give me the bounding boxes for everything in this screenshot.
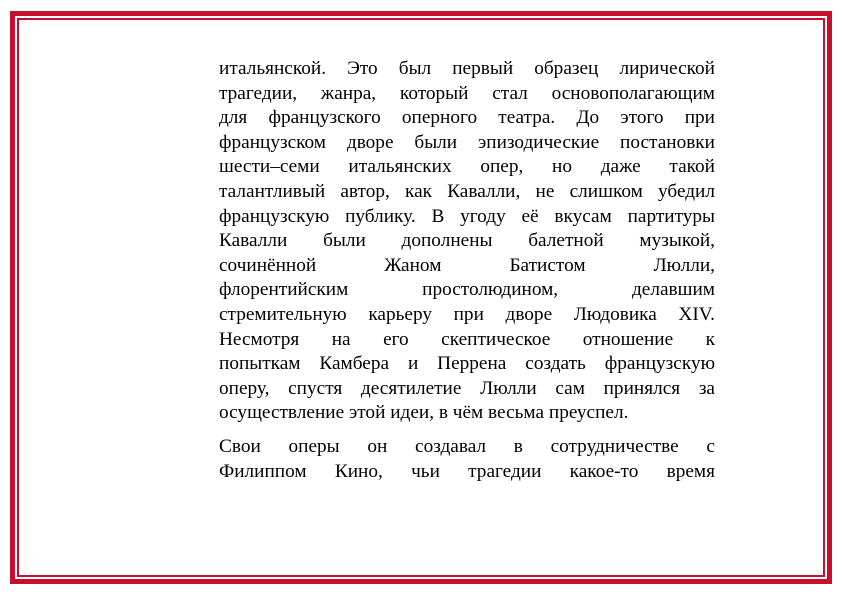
text-line: попыткам Камбера и Перрена создать французскую <box>219 353 715 375</box>
text-line: французскую публику. В угоду её вкусам партитуры <box>219 205 715 227</box>
text-line: сочинённой Жаном Батистом Люлли, <box>219 254 715 276</box>
text-line: флорентийским простолюдином, делавшим <box>219 279 715 301</box>
paragraph-spacing <box>219 426 715 435</box>
text-line: шести–семи итальянских опер, но даже такой <box>219 156 715 178</box>
text-line: трагедии, жанра, который стал основополагающим <box>219 82 715 104</box>
text-line: Кавалли были дополнены балетной музыкой, <box>219 230 715 252</box>
text-line: Свои оперы он создавал в сотрудничестве с <box>219 435 715 457</box>
text-line: стремительную карьеру при дворе Людовика XIV. <box>219 303 715 325</box>
text-line: итальянской. Это был первый образец лирической <box>219 58 715 79</box>
text-line: Несмотря на его скептическое отношение к <box>219 328 715 350</box>
text-line: для французского оперного театра. До этого при <box>219 107 715 129</box>
text-line: талантливый автор, как Кавалли, не слишком убедил <box>219 180 715 202</box>
paragraph-2 <box>219 435 715 484</box>
document-text <box>219 57 715 484</box>
text-line: французском дворе были эпизодические постановки <box>219 131 715 153</box>
text-line: осуществление этой идеи, в чём весьма преуспел. <box>219 402 629 424</box>
text-line: оперу, спустя десятилетие Люлли сам принялся за <box>219 377 715 399</box>
paragraph-1 <box>219 57 715 426</box>
text-line: Филиппом Кино, чьи трагедии какое-то время <box>219 460 715 482</box>
